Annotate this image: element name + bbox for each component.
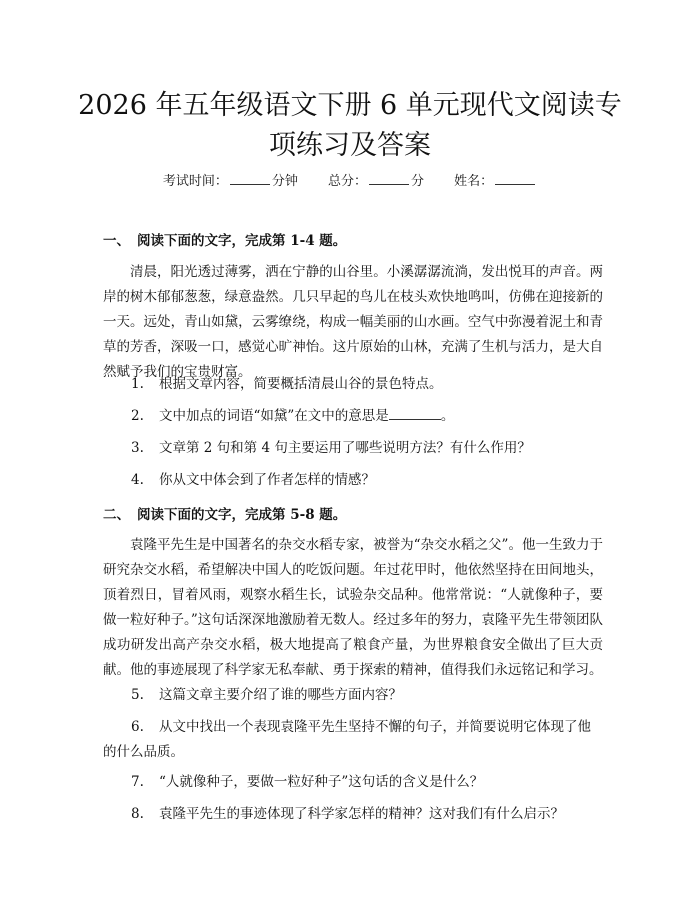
question-2-text-end: 。 — [440, 408, 455, 424]
exam-time-label: 考试时间： — [162, 174, 228, 189]
exam-time-blank — [230, 172, 270, 185]
question-6 — [103, 715, 603, 765]
question-1-number: 1. — [131, 376, 144, 392]
exam-time-unit: 分钟 — [271, 174, 298, 189]
question-2-number: 2. — [131, 408, 144, 424]
question-7-number: 7. — [131, 774, 144, 790]
question-5-number: 5. — [131, 687, 144, 703]
question-6-number: 6. — [131, 719, 144, 735]
total-score-label: 总分： — [327, 174, 367, 189]
question-5 — [131, 683, 603, 708]
student-name-field — [454, 174, 537, 189]
question-7-text: “人就像种子，要做一粒好种子”这句话的含义是什么？ — [159, 774, 484, 790]
section-1-number: 一、 — [103, 233, 130, 249]
question-2-answer-blank — [389, 406, 441, 420]
student-name-label: 姓名： — [454, 174, 494, 189]
total-score-unit: 分 — [411, 174, 425, 189]
question-7 — [131, 770, 603, 795]
question-3-text: 文章第 2 句和第 4 句主要运用了哪些说明方法？有什么作用？ — [159, 440, 531, 456]
question-3-number: 3. — [131, 440, 144, 456]
question-1 — [131, 372, 603, 397]
question-8-number: 8. — [131, 806, 144, 822]
title-line-2: 项练习及答案 — [269, 130, 431, 161]
question-4-number: 4. — [131, 472, 144, 488]
student-name-blank — [495, 172, 535, 185]
title-line-1: 2026 年五年级语文下册 6 单元现代文阅读专 — [78, 90, 622, 121]
section-2-heading-text: 阅读下面的文字，完成第 5-8 题。 — [137, 507, 347, 523]
document-title — [70, 86, 630, 166]
section-1-heading — [103, 229, 346, 249]
question-3 — [131, 436, 603, 461]
question-2 — [131, 404, 603, 429]
section-1-passage: 清晨，阳光透过薄雾，洒在宁静的山谷里。小溪潺潺流淌，发出悦耳的声音。两岸的树木郁郁葱葱，绿意盎然。几只早起的鸟儿在枝头欢快地鸣叫，仿佛在迎接新的一天。远处，青山如黛，云雾缭绕，构成一幅美丽的山水画。空气中弥漫着泥土和青草的芳香，深吸一口，感觉心旷神怡。这片原始的山林，充满了生机与活力，是大自然赋予我们的宝贵财富。 — [103, 264, 603, 380]
exam-time-field — [163, 174, 298, 189]
total-score-field — [328, 174, 424, 189]
question-6-text: 从文中找出一个表现袁隆平先生坚持不懈的句子，并简要说明它体现了他的什么品质。 — [103, 719, 591, 760]
question-4 — [131, 468, 603, 493]
section-1-heading-text: 阅读下面的文字，完成第 1-4 题。 — [137, 233, 347, 249]
section-2-heading — [103, 503, 346, 523]
question-4-text: 你从文中体会到了作者怎样的情感？ — [159, 472, 375, 488]
question-1-text: 根据文章内容，简要概括清晨山谷的景色特点。 — [159, 376, 443, 392]
question-5-text: 这篇文章主要介绍了谁的哪些方面内容？ — [159, 687, 402, 703]
section-2-passage: 袁隆平先生是中国著名的杂交水稻专家，被誉为“杂交水稻之父”。他一生致力于研究杂交水稻，希望解决中国人的吃饭问题。年过花甲时，他依然坚持在田间地头，顶着烈日，冒着风雨，观察水稻生长，试验杂交品种。他常常说：“人就像种子，要做一粒好种子。”这句话深深地激励着无数人。经过多年的努力，袁隆平先生带领团队成功研发出高产杂交水稻，极大地提高了粮食产量，为世界粮食安全做出了巨大贡献。他的事迹展现了科学家无私奉献、勇于探索的精神，值得我们永远铭记和学习。 — [103, 537, 603, 678]
section-2-number: 二、 — [103, 507, 130, 523]
question-8-text: 袁隆平先生的事迹体现了科学家怎样的精神？这对我们有什么启示？ — [159, 806, 564, 822]
question-2-text: 文中加点的词语“如黛”在文中的意思是 — [159, 408, 389, 424]
exam-info-line — [0, 170, 700, 189]
question-8 — [131, 802, 603, 827]
total-score-blank — [369, 172, 409, 185]
